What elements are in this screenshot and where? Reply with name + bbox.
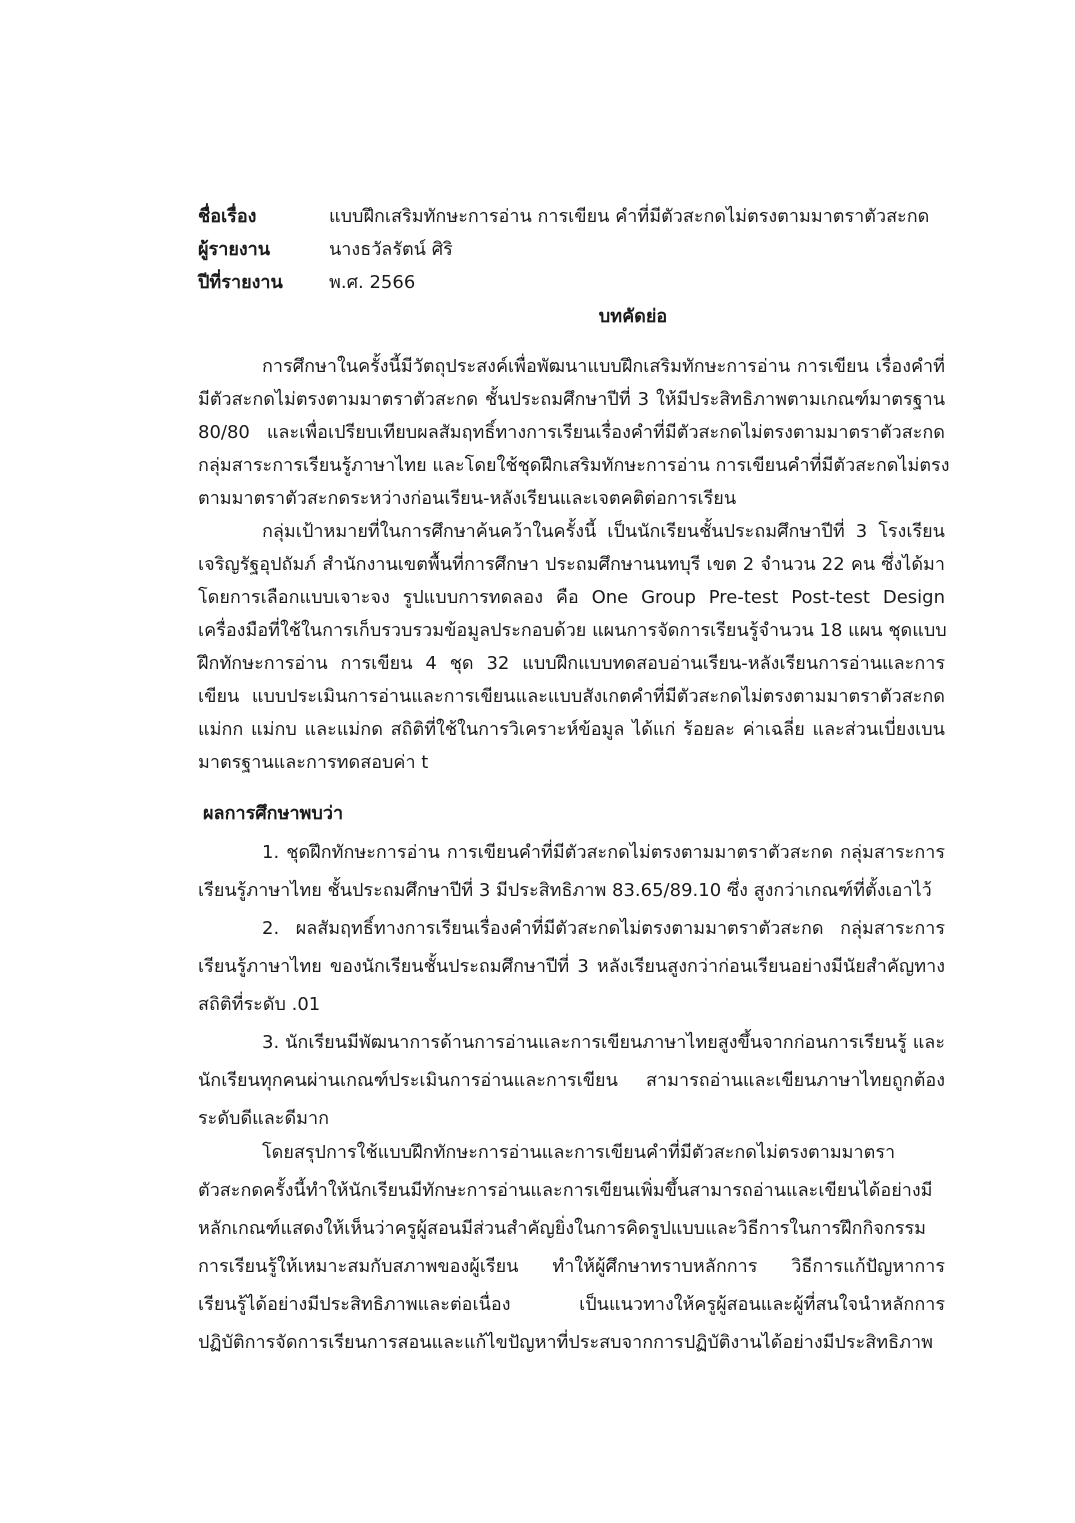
meta-label: ผู้รายงาน [198,239,271,260]
paragraph-line: กลุ่มสาระการเรียนรู้ภาษาไทย และโดยใช้ชุดฝึกเสริมทักษะการอ่าน การเขียนคำที่มีตัวสะกดไม่ตรง [198,455,950,476]
paragraph-line: โดยสรุปการใช้แบบฝึกทักษะการอ่านและการเขียนคำที่มีตัวสะกดไม่ตรงตามมาตรา [262,1142,896,1163]
paragraph-line: เรียนรู้ภาษาไทย ของนักเรียนชั้นประถมศึกษาปีที่ 3 หลังเรียนสูงกว่าก่อนเรียนอย่างมีนัยสำคัญทาง [198,956,945,977]
abstract-body [198,350,950,779]
paragraph-line: มาตรฐานและการทดสอบค่า t [198,752,429,773]
conclusion-body [198,1134,945,1362]
page-title: บทคัดย่อ [598,306,668,327]
paragraph-line: ตามมาตราตัวสะกดระหว่างก่อนเรียน-หลังเรียนและเจตคติต่อการเรียน [198,488,737,509]
paragraph-line: เรียนรู้ภาษาไทย ชั้นประถมศึกษาปีที่ 3 มีประสิทธิภาพ 83.65/89.10 ซึ่ง สูงกว่าเกณฑ์ที่ตั้งเอาไว้ [198,880,932,901]
paragraph-line: ปฏิบัติการจัดการเรียนการสอนและแก้ไขปัญหาที่ประสบจากการปฏิบัติงานได้อย่างมีประสิทธิภาพ [198,1332,933,1353]
paragraph-line: การศึกษาในครั้งนี้มีวัตถุประสงค์เพื่อพัฒนาแบบฝึกเสริมทักษะการอ่าน การเขียน เรื่องคำที่ [262,356,945,377]
paragraph-line: ระดับดีและดีมาก [198,1108,330,1129]
paragraph-line: โดยการเลือกแบบเจาะจง รูปแบบการทดลอง คือ One Group Pre-test Post-test Design [198,587,945,608]
paragraph-line: ตัวสะกดครั้งนี้ทำให้นักเรียนมีทักษะการอ่านและการเขียนเพิ่มขึ้นสามารถอ่านและเขียนได้อย่างมี [198,1180,933,1201]
paragraph-line: การเรียนรู้ให้เหมาะสมกับสภาพของผู้เรียน ทำให้ผู้ศึกษาทราบหลักการ วิธีการแก้ปัญหาการ [198,1256,945,1277]
paragraph-line: เครื่องมือที่ใช้ในการเก็บรวบรวมข้อมูลประกอบด้วย แผนการจัดการเรียนรู้จำนวน 18 แผน ชุดแบบ [198,620,947,641]
paragraph-line: เรียนรู้ได้อย่างมีประสิทธิภาพและต่อเนื่อง เป็นแนวทางให้ครูผู้สอนและผู้ที่สนใจนำหลักการ [198,1294,945,1315]
paragraph-line: สถิติที่ระดับ .01 [198,994,321,1015]
meta-value: แบบฝึกเสริมทักษะการอ่าน การเขียน คำที่มีตัวสะกดไม่ตรงตามมาตราตัวสะกด [329,206,930,227]
paragraph-line: เขียน แบบประเมินการอ่านและการเขียนและแบบสังเกตคำที่มีตัวสะกดไม่ตรงตามมาตราตัวสะกด [198,686,945,707]
results-heading: ผลการศึกษาพบว่า [203,803,344,824]
paragraph-line: แม่กก แม่กบ และแม่กด สถิติที่ใช้ในการวิเคราะห์ข้อมูล ได้แก่ ร้อยละ ค่าเฉลี่ย และส่วนเบี่ยงเบน [198,719,945,740]
paragraph-line: นักเรียนทุกคนผ่านเกณฑ์ประเมินการอ่านและการเขียน สามารถอ่านและเขียนภาษาไทยถูกต้อง [198,1070,945,1091]
paragraph-line: เจริญรัฐอุปถัมภ์ สำนักงานเขตพื้นที่การศึกษา ประถมศึกษานนทบุรี เขต 2 จำนวน 22 คน ซึ่งได้มา [198,554,945,575]
meta-value: นางธวัลรัตน์ ศิริ [329,239,453,260]
meta-value: พ.ศ. 2566 [329,272,416,293]
meta-label: ปีที่รายงาน [198,272,283,293]
paragraph-line: กลุ่มเป้าหมายที่ในการศึกษาค้นคว้าในครั้งนี้ เป็นนักเรียนชั้นประถมศึกษาปีที่ 3 โรงเรียน [262,521,945,542]
results-body [198,834,945,1138]
paragraph-line: 1. ชุดฝึกทักษะการอ่าน การเขียนคำที่มีตัวสะกดไม่ตรงตามมาตราตัวสะกด กลุ่มสาระการ [262,842,945,863]
paragraph-line: 3. นักเรียนมีพัฒนาการด้านการอ่านและการเขียนภาษาไทยสูงขึ้นจากก่อนการเรียนรู้ และ [262,1032,945,1053]
paragraph-line: ฝึกทักษะการอ่าน การเขียน 4 ชุด 32 แบบฝึกแบบทดสอบอ่านเรียน-หลังเรียนการอ่านและการ [198,653,945,674]
paragraph-line: 2. ผลสัมฤทธิ์ทางการเรียนเรื่องคำที่มีตัวสะกดไม่ตรงตามมาตราตัวสะกด กลุ่มสาระการ [262,918,945,939]
paragraph-line: มีตัวสะกดไม่ตรงตามมาตราตัวสะกด ชั้นประถมศึกษาปีที่ 3 ให้มีประสิทธิภาพตามเกณฑ์มาตรฐาน [198,389,945,410]
paragraph-line: หลักเกณฑ์แสดงให้เห็นว่าครูผู้สอนมีส่วนสำคัญยิ่งในการคิดรูปแบบและวิธีการในการฝึกกิจกรรม [198,1218,927,1239]
meta-label: ชื่อเรื่อง [198,206,257,227]
paragraph-line: 80/80 และเพื่อเปรียบเทียบผลสัมฤทธิ์ทางการเรียนเรื่องคำที่มีตัวสะกดไม่ตรงตามมาตราตัวสะกด [198,422,945,443]
